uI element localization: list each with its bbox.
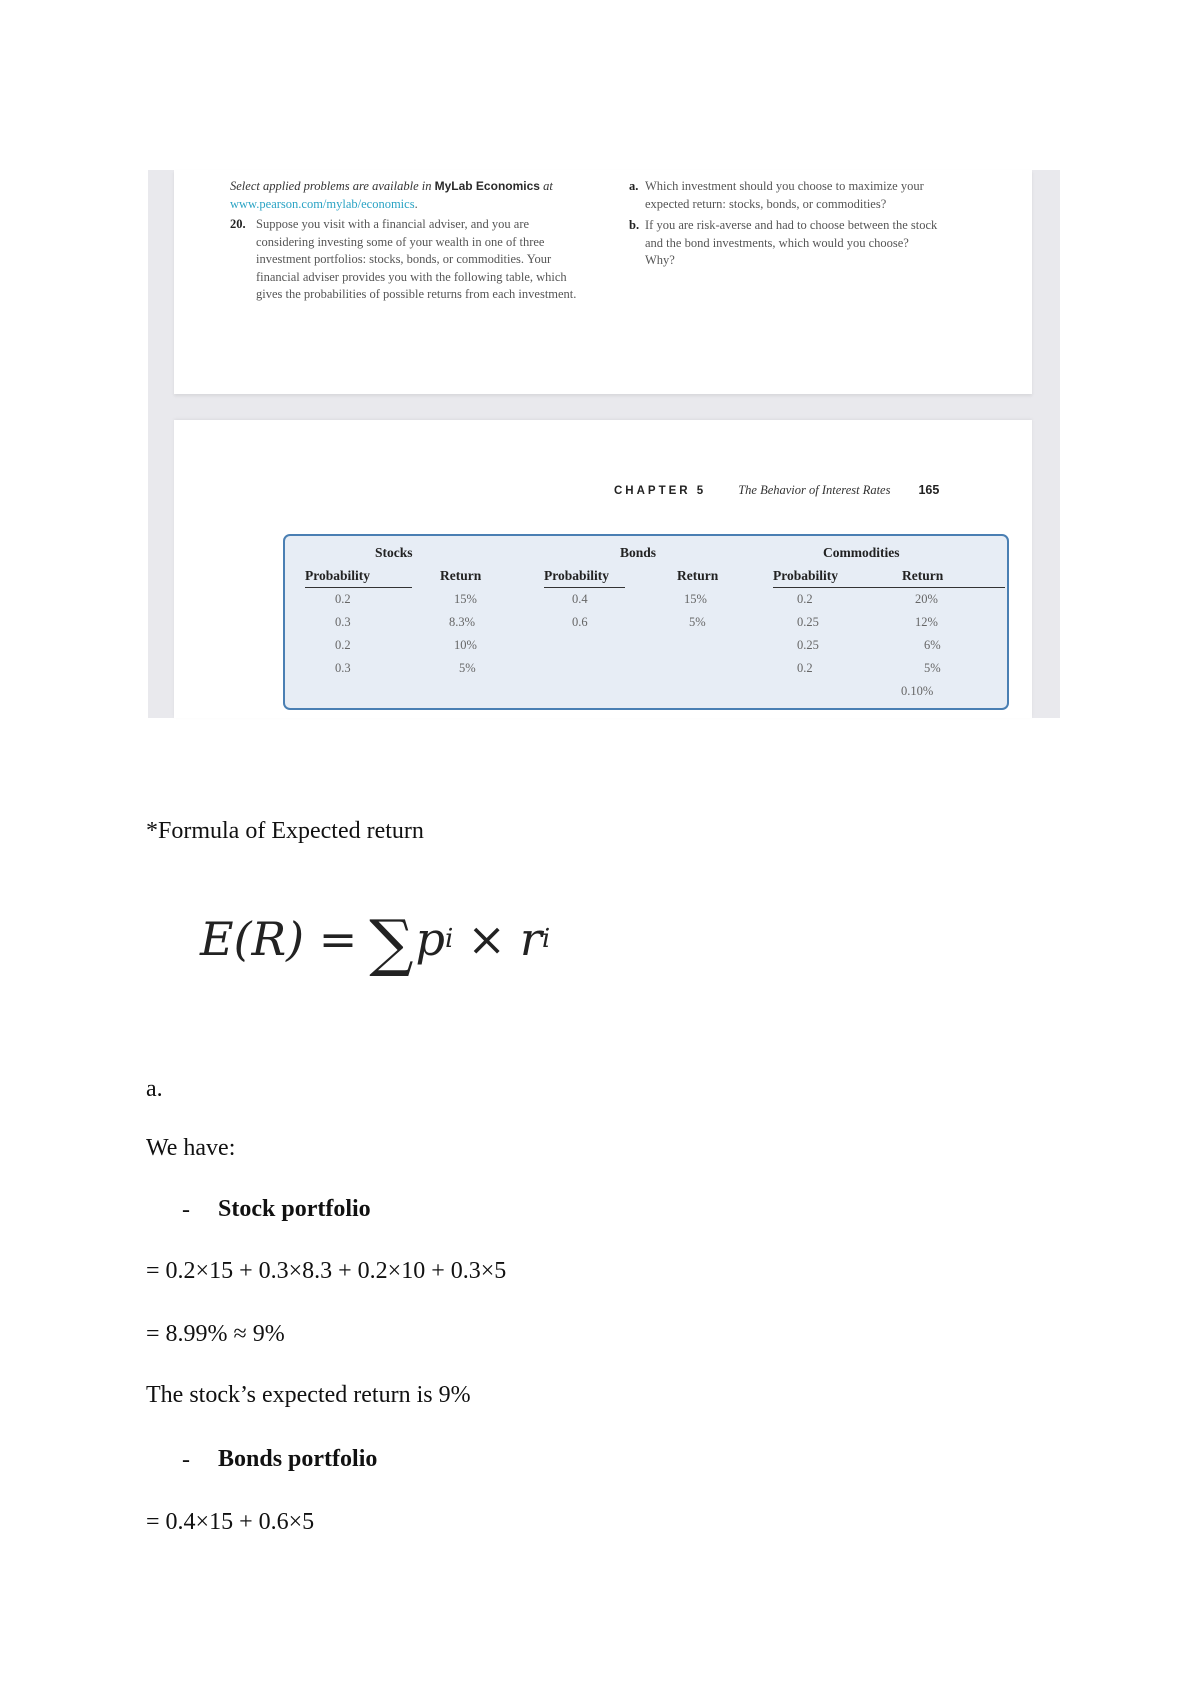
bonds-portfolio-heading: Bonds portfolio (218, 1446, 378, 1472)
textbook-screenshot (148, 170, 1060, 718)
table-cell: 0.25 (797, 615, 819, 629)
intro-line (230, 178, 590, 213)
col-stocks-return: Return (440, 568, 482, 583)
formula-times: × (467, 911, 506, 966)
table-cell: 15% (454, 592, 477, 606)
col-stocks-probability: Probability (305, 568, 371, 583)
col-commodities-probability: Probability (773, 568, 839, 583)
table-cell: 0.3 (335, 615, 351, 629)
underline-bonds-probability (544, 587, 625, 588)
table-cell: 0.2 (797, 592, 813, 606)
problem-20 (230, 216, 590, 304)
intro-italic: Select applied problems are available in (230, 179, 432, 193)
stock-conclusion: The stock’s expected return is 9% (146, 1382, 471, 1408)
returns-table (283, 534, 1009, 710)
table-cell: 0.3 (335, 661, 351, 675)
problem-text: Suppose you visit with a financial adviser, and you are considering investing some of your wealth in one of three investment portfolios: stocks, bonds, or commodities. Your financial adviser provides you with the following table, which gives the probabilities of possible returns from each investment. (256, 217, 577, 301)
table-cell: 20% (915, 592, 938, 606)
sigma-symbol: ∑ (369, 906, 414, 979)
expected-return-formula (200, 902, 551, 979)
chapter-label: CHAPTER 5 (614, 485, 707, 497)
formula-r: r (519, 911, 542, 966)
table-cell: 6% (924, 638, 941, 652)
table-cell: 10% (454, 638, 477, 652)
bullet-dash: - (182, 1447, 190, 1473)
problem-number: 20. (230, 217, 246, 231)
question-a-letter: a. (629, 179, 639, 193)
question-b (629, 217, 939, 270)
intro-at: at (543, 179, 553, 193)
question-b-text: If you are risk-averse and had to choose between the stock and the bond investments, which would you choose? Why? (645, 218, 938, 267)
table-cell: 8.3% (449, 615, 476, 629)
page-number: 165 (918, 483, 940, 497)
table-cell: 0.25 (797, 638, 819, 652)
question-a (629, 178, 939, 213)
problem-left-column (230, 178, 590, 304)
stock-portfolio-heading: Stock portfolio (218, 1196, 371, 1222)
stock-calculation: = 0.2×15 + 0.3×8.3 + 0.2×10 + 0.3×5 (146, 1258, 507, 1284)
group-stocks: Stocks (375, 545, 413, 560)
group-bonds: Bonds (620, 545, 657, 560)
col-commodities-return: Return (902, 568, 944, 583)
table-cell: 5% (924, 661, 941, 675)
bullet-dash: - (182, 1197, 190, 1223)
table-cell: 5% (689, 615, 706, 629)
question-b-letter: b. (629, 218, 640, 232)
textbook-page-bottom (174, 420, 1032, 718)
bonds-calculation: = 0.4×15 + 0.6×5 (146, 1509, 315, 1535)
textbook-page-top (174, 170, 1032, 394)
we-have-text: We have: (146, 1135, 236, 1161)
problem-right-column (629, 178, 939, 274)
running-head (614, 483, 939, 498)
mylab-brand: MyLab Economics (434, 179, 540, 193)
table-cell: 15% (684, 592, 707, 606)
underline-stocks-probability (305, 587, 412, 588)
intro-end: . (414, 196, 418, 211)
question-a-text: Which investment should you choose to maximize your expected return: stocks, bonds, or commodities? (645, 179, 924, 211)
table-cell: 0.6 (572, 615, 588, 629)
formula-lhs: E(R) = (200, 911, 358, 966)
col-bonds-return: Return (677, 568, 719, 583)
table-cell: 0.2 (797, 661, 813, 675)
formula-i2: i (541, 923, 551, 954)
group-commodities: Commodities (823, 545, 900, 560)
col-bonds-probability: Probability (544, 568, 610, 583)
table-cell: 12% (915, 615, 938, 629)
part-a-label: a. (146, 1076, 163, 1102)
table-cell: 0.2 (335, 638, 351, 652)
underline-commodities (773, 587, 1005, 588)
formula-heading: *Formula of Expected return (146, 818, 424, 844)
table-cell: 0.2 (335, 592, 351, 606)
formula-p: p (415, 911, 445, 966)
formula-i1: i (445, 923, 454, 954)
table-cell: 5% (459, 661, 476, 675)
table-cell: 0.10% (901, 684, 934, 698)
stock-result: = 8.99% ≈ 9% (146, 1321, 285, 1347)
pearson-link[interactable]: www.pearson.com/mylab/economics (230, 196, 415, 211)
table-cell: 0.4 (572, 592, 588, 606)
chapter-title: The Behavior of Interest Rates (738, 483, 891, 497)
